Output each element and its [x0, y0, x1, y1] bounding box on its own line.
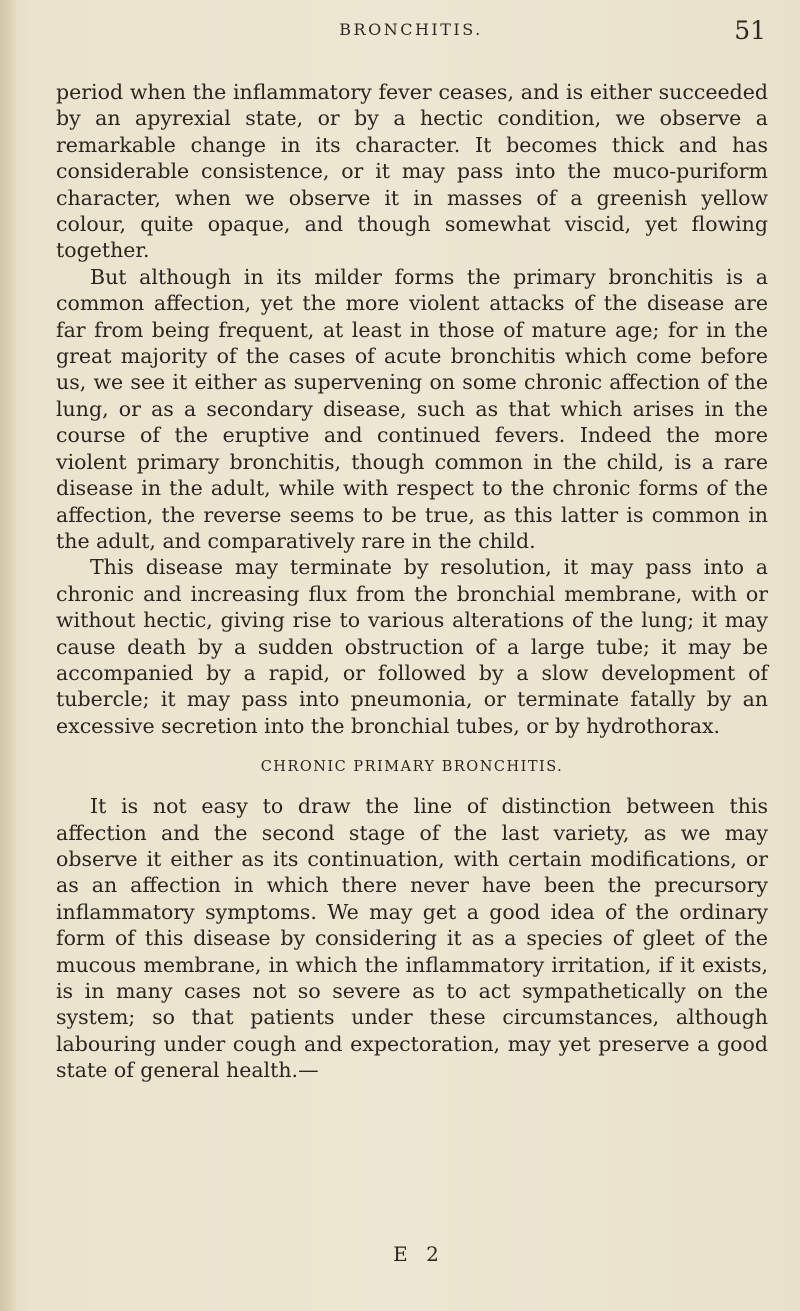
paragraph-chronic-bronchitis: It is not easy to draw the line of distinction between this affection and the second stage of the last variety, as we may observe it either as its continuation, with certain modifications, or as an affection in which there never have been the precursory inflammatory symptoms. We may get a good idea of the ordinary form of this disease by considering it as a species of gleet of the mucous membrane, in which the inflammatory irritation, if it exists, is in many cases not so severe as to act sympathetically on the system; so that patients under these circumstances, although labouring under cough and expectoration, may yet preserve a good state of general health.—	[56, 794, 768, 1083]
running-head: BRONCHITIS.	[339, 20, 483, 39]
page-number: 51	[734, 16, 766, 45]
section-heading: CHRONIC PRIMARY BRONCHITIS.	[260, 759, 564, 776]
page-header	[56, 16, 766, 56]
gutter-shadow	[0, 0, 18, 1311]
paragraph-primary-bronchitis: But although in its milder forms the primary bronchitis is a common affection, yet the more violent attacks of the disease are far from being frequent, at least in those of mature age; for in the great majority of the cases of acute bronchitis which come before us, we see it either as supervening on some chronic affection of the lung, or as a secondary disease, such as that which arises in the course of the eruptive and continued fevers. Indeed the more violent primary bronchitis, though common in the child, is a rare disease in the adult, while with respect to the chronic forms of the affection, the reverse seems to be true, as this latter is common in the adult, and comparatively rare in the child.	[56, 264, 768, 553]
paragraph-terminations: This disease may terminate by resolution, it may pass into a chronic and increasing flux from the bronchial membrane, with or without hectic, giving rise to various alterations of the lung; it may cause death by a sudden obstruction of a large tube; it may be accompanied by a rapid, or followed by a slow development of tubercle; it may pass into pneumonia, or terminate fatally by an excessive secretion into the bronchial tubes, or by hydrothorax.	[56, 555, 768, 738]
signature-mark	[0, 1242, 800, 1266]
body-text	[56, 79, 768, 1084]
signature-text: E 2	[393, 1242, 445, 1266]
paragraph-continued: period when the inflammatory fever ceases, and is either succeeded by an apyrexial state, or by a hectic condition, we observe a remarkable change in its character. It becomes thick and has considerable consistence, or it may pass into the muco-puriform character, when we observe it in masses of a greenish yellow colour, quite opaque, and though somewhat viscid, yet flowing together.	[56, 80, 768, 263]
